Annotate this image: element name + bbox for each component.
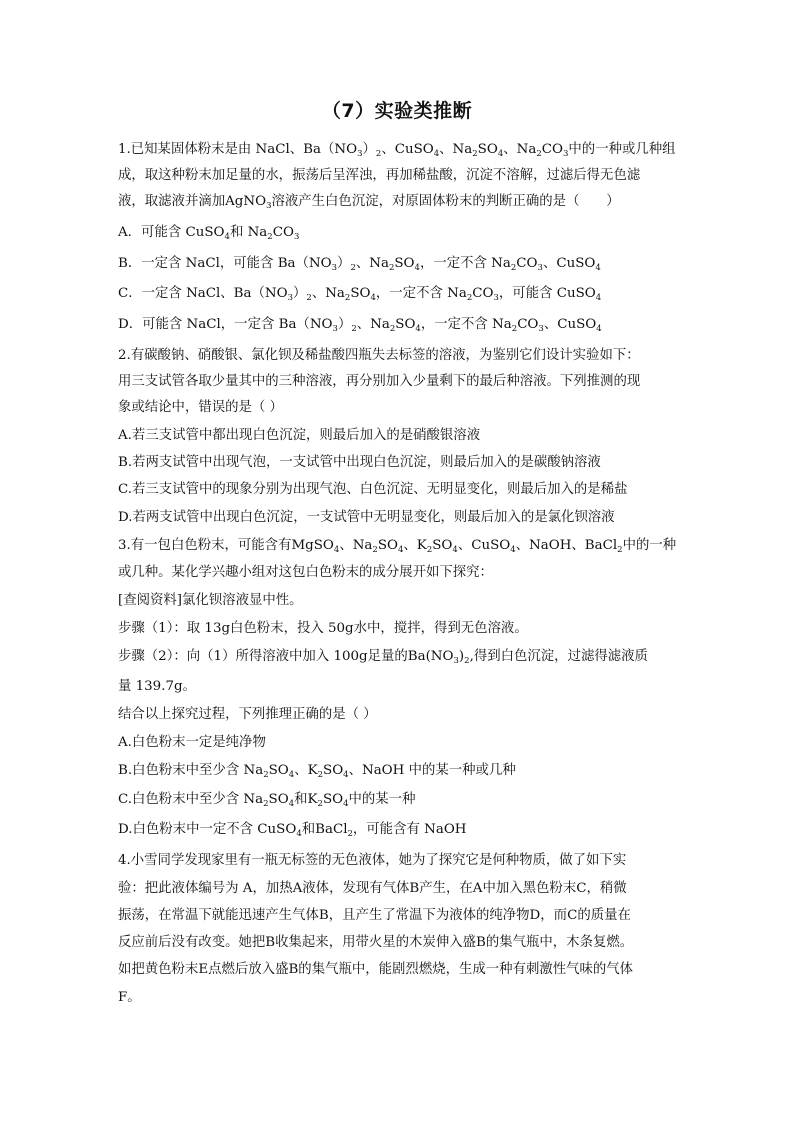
- q1-option-c: C．一定含 NaCl、$Ba(NO_3)_2$、$Na_2SO_4$，一定不含 $Na_2CO_3$，可能含 CuSO$_4$: [118, 286, 602, 303]
- q2-stem-line-1: 2.有碳酸钠、硝酸银、氯化钡及稀盐酸四瓶失去标签的溶液，为鉴别它们设计实验如下：: [118, 348, 640, 363]
- q4-stem-line-5: 如把黄色粉末E点燃后放入盛B的集气瓶中，能剧烈燃烧，生成一种有刺激性气味的气体: [118, 962, 634, 977]
- q3-step-2-line-1: 步骤（2）：向（1）所得溶液中加入 100g足量的$Ba(NO_3)_2$,得到白色沉淀，过滤得滤液质: [118, 649, 648, 666]
- q2-stem-line-3: 象或结论中，错误的是（ ）: [118, 400, 283, 415]
- q3-option-b: B.白色粉末中至少含 $Na_2SO_4$、$K_2SO_4$、NaOH 中的某一种或几种: [118, 763, 516, 780]
- q3-question: 结合以上探究过程，下列推理正确的是（ ）: [118, 707, 377, 722]
- q2-option-c: C.若三支试管中的现象分别为出现气泡、白色沉淀、无明显变化，则最后加入的是稀盐: [118, 482, 628, 497]
- q4-stem-line-1: 4.小雪同学发现家里有一瓶无标签的无色液体，她为了探究它是何种物质，做了如下实: [118, 853, 627, 868]
- q3-option-d: D.白色粉末中一定不含 CuSO$_4$和BaCl$_2$，可能含有 NaOH: [118, 822, 467, 839]
- q2-option-a: A.若三支试管中都出现白色沉淀，则最后加入的是硝酸银溶液: [118, 428, 481, 443]
- q3-stem-line-1: 3.有一包白色粉末，可能含有MgSO$_4$、$Na_2SO_4$、$K_2SO_4$、CuSO$_4$、NaOH、BaCl$_2$中的一种: [118, 538, 677, 555]
- q1-stem-line-1: 1.已知某固体粉末是由 NaCl、$Ba(NO_3)_2$、CuSO$_4$、$Na_2SO_4$、$Na_2CO_3$中的一种或几种组: [118, 142, 676, 159]
- q1-stem-line-3: 液，取滤液并滴加AgNO$_3$溶液产生白色沉淀，对原固体粉末的判断正确的是（ ）: [118, 194, 620, 211]
- q3-stem-line-2: 或几种。某化学兴趣小组对这包白色粉末的成分展开如下探究：: [118, 565, 493, 580]
- page-title: （7）实验类推断: [321, 100, 473, 122]
- q1-option-d: D．可能含 NaCl，一定含 $Ba(NO_3)_2$、$Na_2SO_4$，一定不含 $Na_2CO_3$、CuSO$_4$: [118, 317, 602, 334]
- q2-option-b: B.若两支试管中出现气泡，一支试管中出现白色沉淀，则最后加入的是碳酸钠溶液: [118, 455, 601, 470]
- q3-option-a: A.白色粉末一定是纯净物: [118, 735, 266, 750]
- q4-stem-line-4: 反应前后没有改变。她把B收集起来，用带火星的木炭伸入盛B的集气瓶中，木条复燃。: [118, 935, 634, 950]
- q1-option-a: A．可能含 CuSO$_4$和 $Na_2CO_3$: [118, 225, 300, 242]
- q1-stem-line-2: 成，取这种粉末加足量的水，振荡后呈浑浊，再加稀盐酸，沉淀不溶解，过滤后得无色滤: [118, 168, 641, 183]
- q4-stem-line-3: 振荡，在常温下就能迅速产生气体B，且产生了常温下为液体的纯净物D，而C的质量在: [118, 908, 631, 923]
- q3-reference-note: [查阅资料]氯化钡溶液显中性。: [118, 593, 303, 608]
- q1-option-b: B．一定含 NaCl，可能含 $Ba(NO_3)_2$、$Na_2SO_4$，一定不含 $Na_2CO_3$、CuSO$_4$: [118, 256, 601, 273]
- q3-option-c: C.白色粉末中至少含 $Na_2SO_4$和$K_2SO_4$中的某一种: [118, 792, 416, 809]
- q3-step-2-line-2: 量 139.7g。: [118, 679, 196, 694]
- q2-stem-line-2: 用三支试管各取少量其中的三种溶液，再分别加入少量剩下的最后种溶液。下列推测的现: [118, 374, 641, 389]
- q3-step-1: 步骤（1）：取 13g白色粉末，投入 50g水中，搅拌，得到无色溶液。: [118, 621, 528, 636]
- q4-stem-line-6: F。: [118, 990, 141, 1005]
- q4-stem-line-2: 验：把此液体编号为 A，加热A液体，发现有气体B产生，在A中加入黑色粉末C，稍微: [118, 881, 627, 896]
- q2-option-d: D.若两支试管中出现白色沉淀，一支试管中无明显变化，则最后加入的是氯化钡溶液: [118, 510, 615, 525]
